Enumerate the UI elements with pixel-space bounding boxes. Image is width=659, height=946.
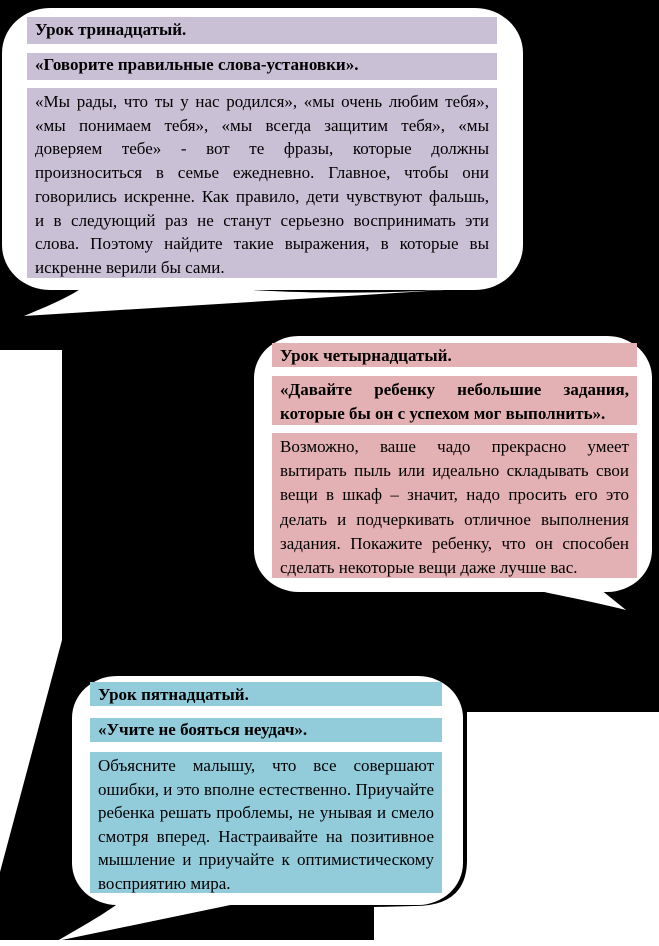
lesson-15-title-bar: Урок пятнадцатый. [90,682,442,706]
lesson-15-subtitle-bar [90,718,442,742]
lesson-13-title-bar: Урок тринадцатый. [27,17,497,44]
text-line: ошибки, и это вполне естественно. Приучайте [98,779,434,799]
lesson-14-title-bar: Урок четырнадцатый. [272,343,637,367]
lesson-13-body-text [27,88,497,278]
text-line: «Говорите правильные слова-установки». [35,55,359,74]
text-line: «Давайте ребенку небольшие задания, [280,380,629,399]
text-line: искренне верили бы сами. [35,257,225,277]
lesson-13-subtitle-bar [27,53,497,80]
text-line: «Учите не бояться неудач». [98,720,308,739]
text-line: «Мы рады, что ты у нас родился», «мы очень любим тебя», [35,92,489,111]
text-line: восприятию мира. [98,873,231,893]
text-line: вытирать пыль или идеально складывать свои [280,461,629,481]
text-line: говорились искренне. Как правило, дети чувствуют фальшь, [35,186,489,206]
text-line: смотря вперед. Настраивайте на позитивное [98,826,434,846]
text-line: ребенка решать проблемы, не унывая и смело [98,803,434,822]
text-line: мышление и приучайте к оптимистическому [98,850,434,869]
text-line: задания. Покажите ребенку, что он способен [280,533,629,553]
lesson-14-body-text [272,433,637,578]
text-line: произноситься в семье ежедневно. Главное, чтобы они [35,163,489,183]
lesson-14-subtitle-bar [272,376,637,425]
text-line: доверяем тебе» - вот те фразы, которые должны [35,139,489,159]
text-line: которые бы он с успехом мог выполнить». [280,403,606,423]
text-line: Возможно, ваше чадо прекрасно умеет [280,437,629,456]
text-line: и в следующий раз не станут серьезно воспринимать эти [35,210,489,230]
text-line: слова. Поэтому найдите такие выражения, в которые вы [35,234,489,254]
text-line: Объясните малышу, что все совершают [98,756,434,775]
text-line: делать и подчеркивать отличное выполнения [280,509,629,529]
text-line: сделать некоторые вещи даже лучше вас. [280,558,578,578]
text-line: «мы понимаем тебя», «мы всегда защитим тебя», «мы [35,115,489,135]
lesson-15-body-text [90,752,442,893]
text-line: вещи в шкаф – значит, надо просить его это [280,485,629,505]
